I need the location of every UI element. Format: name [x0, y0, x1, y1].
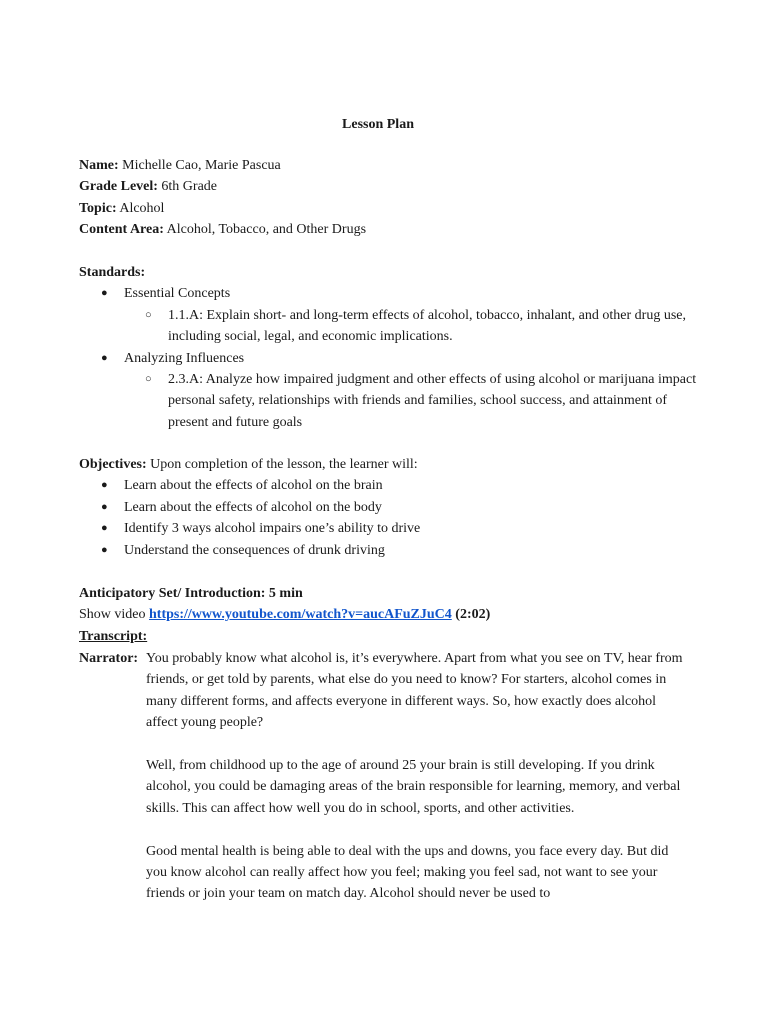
objectives-intro-row — [79, 454, 699, 475]
content-area-value: Alcohol, Tobacco, and Other Drugs — [163, 222, 367, 238]
standard-label: Essential Concepts — [124, 286, 231, 302]
standards-heading: Standards: — [79, 265, 146, 280]
topic-label: Topic: — [79, 200, 117, 216]
objective-text: Learn about the effects of alcohol on the body — [124, 499, 382, 515]
bullet-circle-icon: ○ — [145, 308, 152, 321]
info-block — [79, 155, 699, 241]
standards-section — [79, 262, 699, 433]
standard-sub-item — [79, 305, 699, 348]
standard-sub-item — [79, 369, 699, 433]
standard-sub-text: 1.1.A: Explain short- and long-term effects of alcohol, tobacco, inhalant, and other drug use, including social, legal, and economic implications. — [168, 307, 686, 345]
grade-label: Grade Level: — [79, 179, 158, 195]
objectives-intro: Upon completion of the lesson, the learner will: — [146, 457, 418, 472]
bullet-dot-icon: ● — [101, 543, 108, 556]
topic-row — [79, 198, 699, 219]
objectives-label: Objectives: — [79, 457, 147, 472]
name-label: Name: — [79, 158, 119, 173]
page-title: Lesson Plan — [342, 117, 414, 132]
bullet-dot-icon: ● — [101, 287, 108, 300]
standard-sub-text: 2.3.A: Analyze how impaired judgment and other effects of using alcohol or marijuana impact personal safety, relationships with friends and families, school success, and attainment of present and future goals — [168, 372, 697, 430]
objective-item — [79, 475, 699, 496]
objective-text: Understand the consequences of drunk driving — [124, 542, 385, 558]
video-row — [79, 604, 699, 625]
name-value: Michelle Cao, Marie Pascua — [118, 158, 281, 173]
objectives-section — [79, 454, 699, 561]
content-area-row — [79, 219, 699, 240]
topic-value: Alcohol — [116, 200, 165, 216]
narrator-body — [146, 648, 686, 926]
bullet-dot-icon: ● — [101, 351, 108, 364]
anticipatory-section — [79, 583, 699, 647]
anticipatory-heading: Anticipatory Set/ Introduction: 5 min — [79, 586, 303, 601]
objective-item — [79, 497, 699, 518]
bullet-dot-icon: ● — [101, 522, 108, 535]
standard-label: Analyzing Influences — [124, 350, 245, 366]
objective-item — [79, 518, 699, 539]
standard-item — [79, 283, 699, 304]
grade-row — [79, 176, 699, 197]
show-video-text: Show video — [79, 607, 149, 623]
name-row — [79, 155, 699, 176]
narrator-paragraph: Well, from childhood up to the age of around 25 your brain is still developing. If you drink alcohol, you could be damaging areas of the brain responsible for learning, memory, and verbal skills. This can affect how well you do in school, sports, and other activities. — [146, 758, 681, 816]
standard-item — [79, 348, 699, 369]
content-area-label: Content Area: — [79, 222, 164, 238]
video-link[interactable]: https://www.youtube.com/watch?v=aucAFuZJuC4 — [149, 607, 452, 623]
bullet-dot-icon: ● — [101, 479, 108, 492]
objective-text: Identify 3 ways alcohol impairs one’s ability to drive — [124, 521, 421, 537]
objective-item — [79, 540, 699, 561]
grade-value: 6th Grade — [157, 179, 218, 195]
video-duration: (2:02) — [451, 607, 491, 623]
narrator-paragraph: You probably know what alcohol is, it’s everywhere. Apart from what you see on TV, hear from friends, or get told by parents, what else do you need to know? For starters, alcohol comes in many different forms, and affects everyone in different ways. So, how exactly does alcohol affect young people? — [146, 651, 683, 731]
narrator-label: Narrator: — [79, 651, 139, 666]
bullet-circle-icon: ○ — [145, 373, 152, 386]
bullet-dot-icon: ● — [101, 500, 108, 513]
objective-text: Learn about the effects of alcohol on the brain — [124, 478, 383, 494]
narrator-paragraph: Good mental health is being able to deal with the ups and downs, you face every day. But did you know alcohol can really affect how you feel; making you feel sad, not want to see your friends or join your team on match day. Alcohol should never be used to — [146, 843, 669, 902]
transcript-label: Transcript: — [79, 628, 148, 644]
